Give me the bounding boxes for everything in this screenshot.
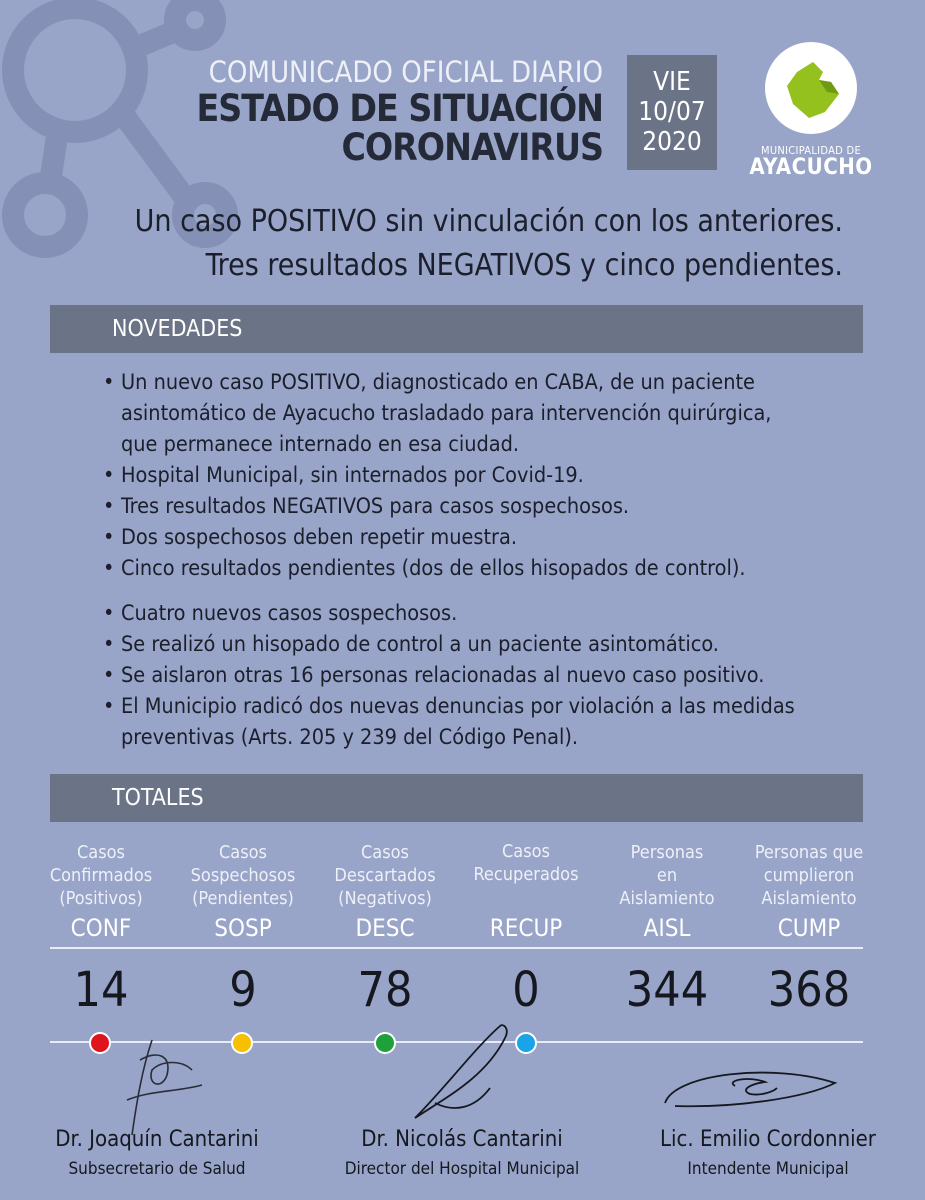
total-abbr: DESC [355, 914, 415, 942]
divider-top [50, 947, 863, 949]
signer-role: Subsecretario de Salud [68, 1159, 246, 1179]
status-dot-red [89, 1032, 111, 1054]
list-item [103, 691, 863, 753]
ayacucho-map-icon [765, 42, 857, 134]
total-label: Personas que cumplieron Aislamiento [754, 842, 864, 909]
signature-block-1 [27, 1125, 287, 1183]
novedades-list [103, 367, 863, 753]
header-title-line1: ESTADO DE SITUACIÓN [196, 87, 603, 130]
list-item: • Dos sospechosos deben repetir muestra. [103, 522, 863, 553]
total-abbr: CUMP [777, 914, 841, 942]
list-item: • Se aislaron otras 16 personas relacionadas al nuevo caso positivo. [103, 660, 863, 691]
signer-name: Lic. Emilio Cordonnier [660, 1127, 876, 1152]
total-value-sosp: 9 [229, 962, 257, 1018]
list-item [103, 367, 863, 460]
date-daymonth: 10/07 [638, 97, 706, 127]
signature-1-icon [112, 1030, 212, 1140]
headline-line2: Tres resultados NEGATIVOS y cinco pendientes. [205, 248, 843, 283]
total-label: Casos Sospechosos (Pendientes) [190, 842, 296, 909]
total-value-aisl: 344 [625, 962, 709, 1018]
date-weekday: VIE [653, 67, 691, 97]
total-abbr: AISL [643, 914, 691, 942]
date-year: 2020 [642, 127, 702, 157]
total-col-sosp [168, 840, 318, 943]
total-value-desc: 78 [357, 962, 413, 1018]
total-value-conf: 14 [73, 962, 129, 1018]
list-item: • Cuatro nuevos casos sospechosos. [103, 598, 863, 629]
municipality-logo [738, 42, 884, 179]
list-item-text-cont: preventivas (Arts. 205 y 239 del Código Penal). [121, 725, 579, 750]
header-title-block [197, 55, 603, 167]
list-item-text-cont: que permanece internado en esa ciudad. [121, 432, 520, 457]
total-col-recup [451, 840, 601, 943]
novedades-group-2 [103, 598, 863, 753]
total-abbr: CONF [70, 914, 132, 942]
list-item-text-cont: asintomático de Ayacucho trasladado para intervención quirúrgica, [121, 401, 772, 426]
signature-block-2 [332, 1125, 592, 1183]
total-col-aisl [592, 840, 742, 943]
signer-role: Director del Hospital Municipal [344, 1159, 580, 1179]
signer-role: Intendente Municipal [687, 1159, 849, 1179]
novedades-group-1 [103, 367, 863, 584]
headline [135, 200, 843, 288]
list-item-text: El Municipio radicó dos nuevas denuncias por violación a las medidas [121, 694, 795, 719]
logo-text-bottom: AYACUCHO [749, 155, 873, 180]
date-box [627, 55, 717, 170]
list-item: • Hospital Municipal, sin internados por Covid-19. [103, 460, 863, 491]
total-col-conf [26, 840, 176, 943]
header-title-line2: CORONAVIRUS [341, 126, 603, 169]
total-label: Casos Descartados (Negativos) [334, 842, 436, 909]
logo-circle [765, 42, 857, 134]
signature-block-3 [638, 1125, 898, 1183]
signature-3-icon [655, 1058, 845, 1118]
signer-name: Dr. Joaquín Cantarini [55, 1127, 259, 1152]
signature-2-icon [405, 1018, 535, 1128]
list-item: • Tres resultados NEGATIVOS para casos sospechosos. [103, 491, 863, 522]
list-item-text: Un nuevo caso POSITIVO, diagnosticado en CABA, de un paciente [121, 370, 755, 395]
total-col-desc [310, 840, 460, 943]
status-dot-green [374, 1032, 396, 1054]
signer-name: Dr. Nicolás Cantarini [361, 1127, 563, 1152]
total-value-recup: 0 [512, 962, 540, 1018]
total-abbr: RECUP [489, 914, 563, 942]
list-item: • Cinco resultados pendientes (dos de ellos hisopados de control). [103, 553, 863, 584]
headline-line1: Un caso POSITIVO sin vinculación con los anteriores. [134, 204, 843, 239]
list-item: • Se realizó un hisopado de control a un paciente asintomático. [103, 629, 863, 660]
logo-text-top: MUNICIPALIDAD DE [760, 144, 862, 157]
header-subtitle: COMUNICADO OFICIAL DIARIO [208, 55, 603, 89]
total-label: Personas en Aislamiento [619, 842, 715, 909]
status-dot-yellow [231, 1032, 253, 1054]
total-col-cump [734, 840, 884, 943]
total-label: Casos Recuperados [473, 841, 579, 885]
totales-header: TOTALES [50, 774, 863, 822]
total-abbr: SOSP [214, 914, 272, 942]
novedades-header: NOVEDADES [50, 305, 863, 353]
total-label: Casos Confirmados (Positivos) [49, 842, 153, 909]
total-value-cump: 368 [767, 962, 851, 1018]
